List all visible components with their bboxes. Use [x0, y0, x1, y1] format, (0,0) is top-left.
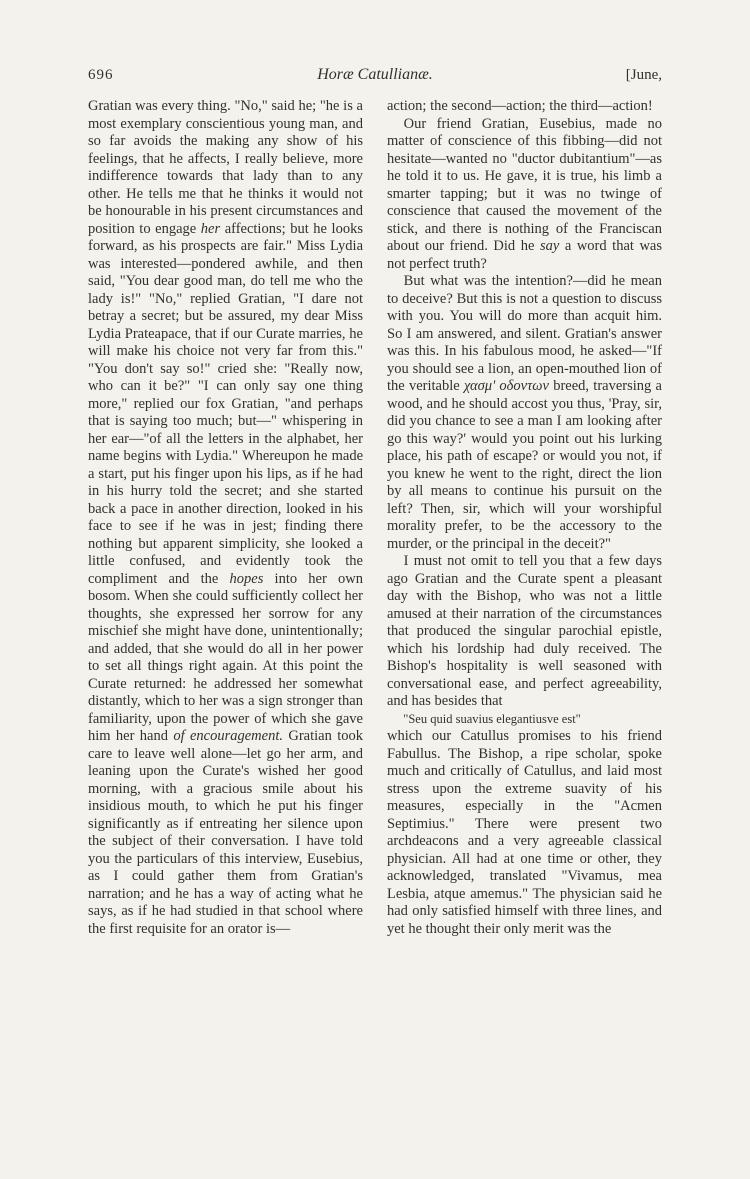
issue-date-label: [June, [625, 67, 662, 83]
text-segment: Our friend Gratian, Eusebius, made no matter of conscience of this fibbing—did not hesitate—wanted no "ductor dubitantium"—as he told it to us. He gave, it is true, his limb a smarter tapping; but it was no twinge of conscience that caused the movement of the stick, and there is nothing of the Franciscan about our friend. Did he [387, 115, 662, 254]
text-segment: into her own bosom. When she could sufficiently collect her thoughts, she expressed her sorrow for any mischief she might have done, unintentionally; and added, that she would do all in her power to set all things right again. At this point the Curate returned: he addressed her somewhat distantly, which to her was a sign stronger than familiarity, upon the power of which she gave him her hand [88, 570, 363, 744]
italic-text-segment: of encouragement. [173, 728, 283, 744]
italic-text-segment: her [200, 220, 221, 237]
italic-text-segment: hopes [229, 570, 264, 587]
text-segment: I must not omit to tell you that a few days ago Gratian and the Curate spent a pleasant day with the Bishop, who was not a little amused at their narration of the circumstances that produced the singular parochial epistle, which his lordship had duly received. The Bishop's hospitality is well seasoned with conversational ease, and perfect agreeability, and has besides that [387, 553, 662, 709]
text-segment: affections; but he looks forward, as his prospects are fair." Miss Lydia was interested—pondered awhile, and then said, "You dear good man, do tell me who the lady is!" "No," replied Gratian, "I dare not betray a secret; but be assured, my dear Miss Lydia Prateapace, that if our Curate marries, he will make his choice not very far from this." "You don't say so!" cried she: "Really now, who can it be?" "I can only say one thing more," replied our fox Gratian, "and perhaps that is saying too much; but—" whispering in her ear—"of all the letters in the alphabet, her name begins with Lydia." Whereupon he made a start, put his finger upon his lips, as if he had in his hurry told the secret; and she started back a pace in another direction, looked in his face to see if he was in jest; finding there nothing but apparent simplicity, she looked a little confused, and evidently took the compliment and the [88, 220, 363, 587]
page-number: 696 [88, 67, 114, 83]
paragraph [387, 98, 662, 116]
page-header [88, 66, 662, 84]
paragraph [387, 273, 662, 553]
text-segment: breed, traversing a wood, and he should accost you thus, 'Pray, sir, did you chance to see a man I am looking after go this way?' would you point out his lurking place, his path of escape? or would you not, if you knew he went to the right, direct the lion by all means to continue his pursuit on the left? Then, sir, which will your worshipful morality prefer, to be the accessory to the murder, or the principal in the deceit?" [387, 378, 662, 552]
text-segment: action; the second—action; the third—action! [387, 98, 653, 114]
italic-text-segment: say [539, 238, 560, 254]
paragraph [88, 98, 363, 938]
text-segment: which our Catullus promises to his friend Fabullus. The Bishop, a ripe scholar, spoke much and critically of Catullus, and laid most stress upon the extreme suavity of his measures, especially in the "Acmen Septimius." There were present two archdeacons and a very agreeable classical physician. All had at one time or other, they acknowledged, translated "Vivamus, mea Lesbia, atque amemus." The physician said he had only satisfied himself with three lines, and yet he thought their only merit was the [387, 728, 662, 937]
right-column [387, 98, 662, 938]
left-column [88, 98, 363, 938]
text-segment: Gratian was every thing. "No," said he; "he is a most exemplary conscientious young man, and so far avoids the making any show of his feelings, that he affects, I really believe, more indifference towards that lady than to any other. He tells me that he thinks it would not be honourable in his present circumstances and position to engage [88, 98, 363, 237]
paragraph [387, 553, 662, 711]
text-segment: Gratian took care to leave well alone—let go her arm, and leaning upon the Curate's wished her good morning, with a gracious smile about his insidious mouth, to which he put his finger significantly as if entreating her silence upon the subject of their conversation. I have told you the particulars of this interview, Eusebius, as I could gather them from Gratian's narration; and he has a way of acting what he says, as if he had studied in that school where the first requisite for an orator is— [88, 728, 363, 937]
running-title: Horæ Catullianæ. [317, 66, 433, 83]
italic-text-segment: χασμ' οδοντων [463, 378, 549, 394]
text-segment: a word that was not perfect truth? [387, 238, 662, 272]
two-column-text-block [88, 98, 662, 938]
paragraph [387, 728, 662, 938]
text-segment: "Seu quid suavius elegantiusve est" [403, 711, 581, 726]
quotation-line [387, 711, 662, 729]
paragraph [387, 116, 662, 274]
text-segment: But what was the intention?—did he mean to deceive? But this is not a question to discuss with you. You will do more than acquit him. So I am answered, and silent. Gratian's answer was this. In his fabulous mood, he asked—"If you should see a lion, an open-mouthed lion of the veritable [387, 273, 662, 394]
